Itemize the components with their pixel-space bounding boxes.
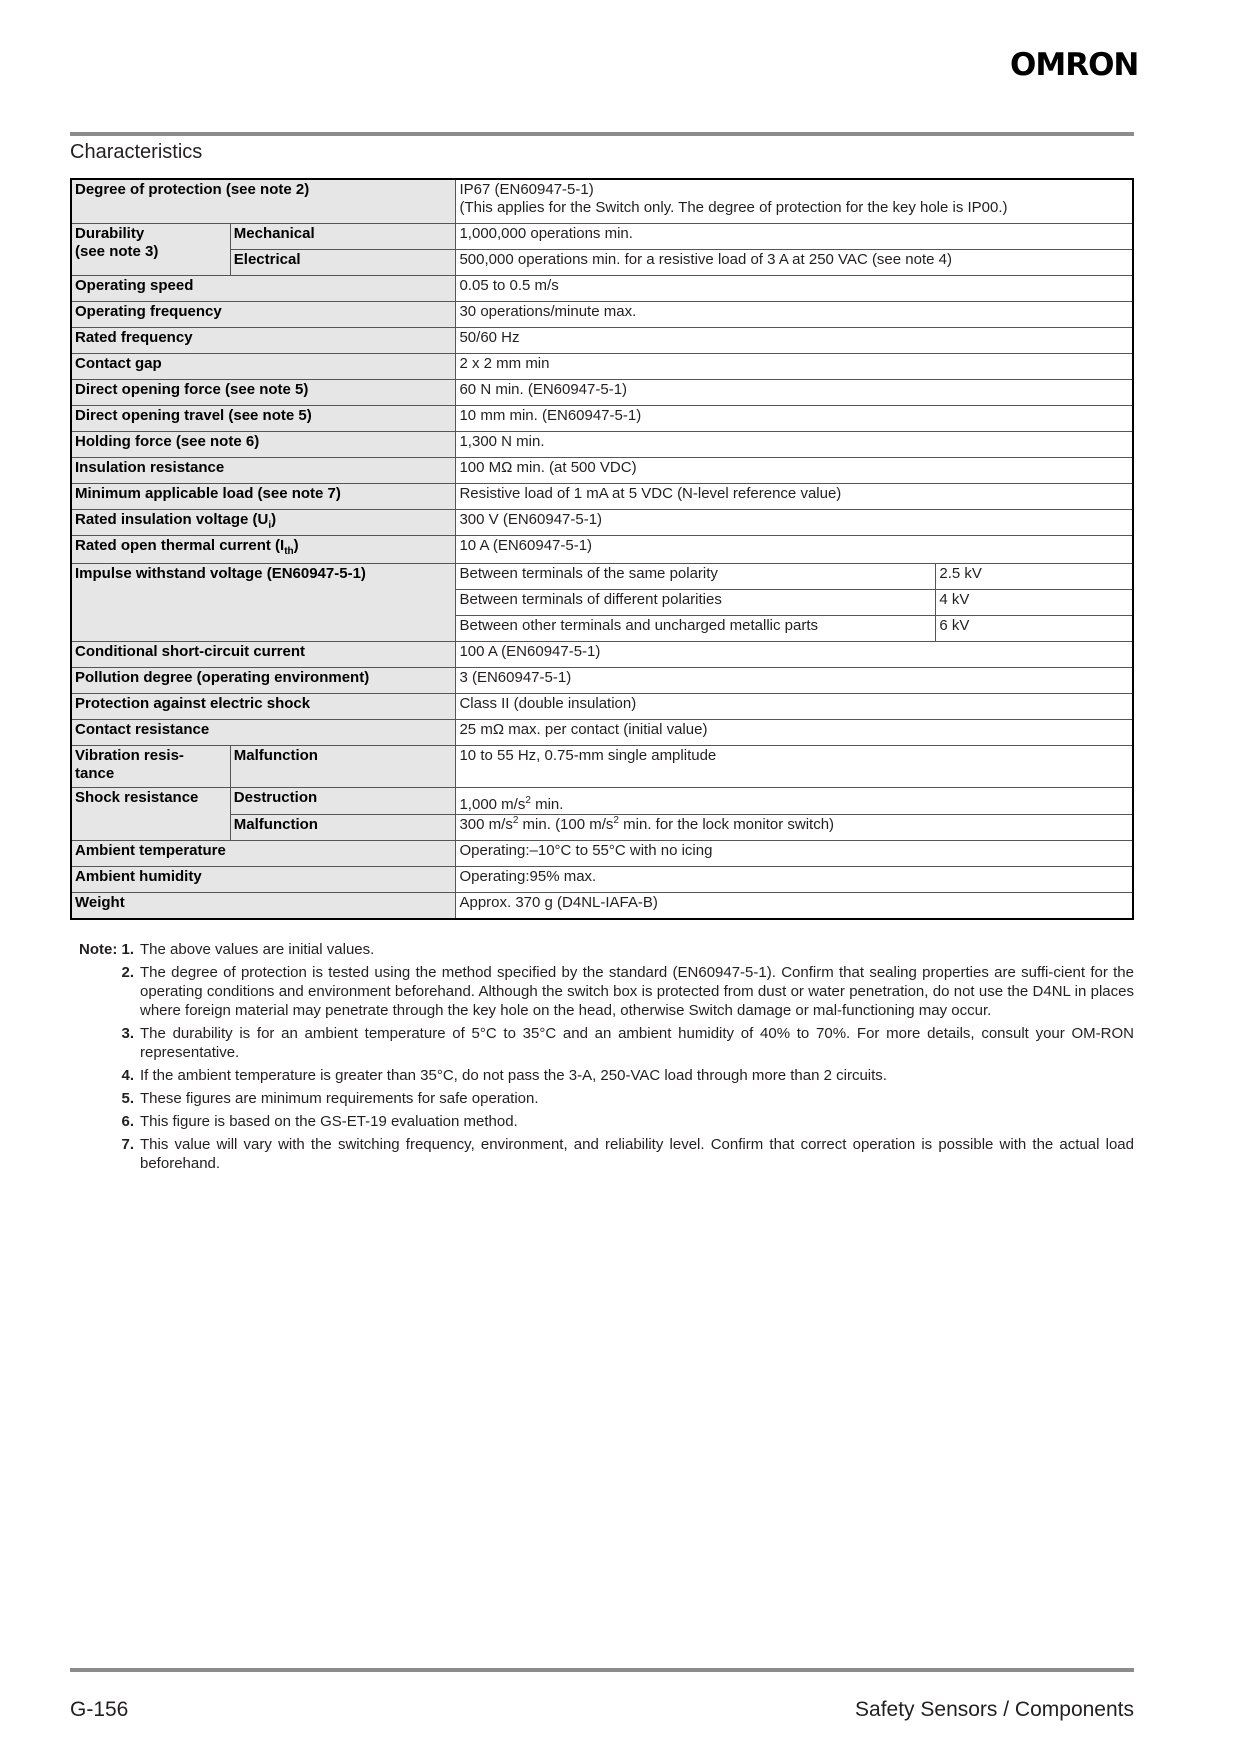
row-value: Operating:–10°C to 55°C with no icing [456,840,1133,866]
table-row [71,223,1133,249]
header-rule [70,132,1134,136]
note-text: This figure is based on the GS-ET-19 evaluation method. [140,1113,518,1130]
row-label [71,745,230,787]
note-text: These figures are minimum requirements for safe operation. [140,1090,539,1107]
row-label: Degree of protection (see note 2) [71,179,456,223]
impulse-condition: Between other terminals and uncharged metallic parts [456,615,936,641]
note-number: 6. [121,1113,134,1130]
notes-section [70,940,1134,1177]
row-value: 100 MΩ min. (at 500 VDC) [456,457,1133,483]
footer-rule [70,1668,1134,1672]
note-number: 3. [121,1025,134,1042]
row-value: 25 mΩ max. per contact (initial value) [456,719,1133,745]
note-item [70,1066,1134,1085]
label-text: ) [293,536,299,554]
table-row [71,179,1133,223]
value-line: (This applies for the Switch only. The degree of protection for the key hole is IP00.) [459,199,1008,216]
row-value: Resistive load of 1 mA at 5 VDC (N-level reference value) [456,483,1133,509]
value-text: min. [530,795,564,813]
row-label: Minimum applicable load (see note 7) [71,483,456,509]
row-value: 2 x 2 mm min [456,353,1133,379]
table-row [71,509,1133,535]
row-label: Weight [71,892,456,919]
row-value [456,814,1133,840]
table-row [71,814,1133,840]
row-value: 300 V (EN60947-5-1) [456,509,1133,535]
row-value: 1,300 N min. [456,431,1133,457]
note-text: The degree of protection is tested using the method specified by the standard (EN60947-5-1). Confirm that sealing properties are suffi-cient for the operating conditions and environment beforehand. Although the switch box is protected from dust or water penetration, do not use the D4NL in places where foreign material may penetrate through the key hole on the head, otherwise Switch damage or mal-functioning may occur. [140,964,1134,1019]
row-label: Contact resistance [71,719,456,745]
note-item [70,1112,1134,1131]
row-value: 3 (EN60947-5-1) [456,667,1133,693]
table-row [71,301,1133,327]
row-label: Impulse withstand voltage (EN60947-5-1) [71,563,456,641]
row-label [71,223,230,275]
row-label [71,535,456,563]
row-value: Approx. 370 g (D4NL-IAFA-B) [456,892,1133,919]
omron-logo: OMRON [1010,47,1139,83]
row-label: Direct opening travel (see note 5) [71,405,456,431]
footer-section-title: Safety Sensors / Components [855,1698,1134,1721]
row-label: Protection against electric shock [71,693,456,719]
sub-label: Electrical [230,249,456,275]
page-number: G-156 [70,1698,129,1721]
note-text: If the ambient temperature is greater than 35°C, do not pass the 3-A, 250-VAC load through more than 2 circuits. [140,1067,887,1084]
value-superscript: 2 [613,814,619,826]
label-subscript: th [284,545,294,557]
row-value: 50/60 Hz [456,327,1133,353]
impulse-value: 6 kV [936,615,1133,641]
label-line: (see note 3) [75,242,159,260]
sub-label: Destruction [230,787,456,814]
label-line: Vibration resis- [75,746,184,764]
table-row [71,535,1133,563]
table-row [71,641,1133,667]
table-row [71,892,1133,919]
row-value: 10 to 55 Hz, 0.75-mm single amplitude [456,745,1133,787]
table-row [71,249,1133,275]
label-text: Rated open thermal current (I [75,536,285,554]
value-text: 1,000 m/s [459,795,526,813]
note-number: 7. [121,1136,134,1153]
value-superscript: 2 [525,794,531,806]
row-label: Insulation resistance [71,457,456,483]
note-item [70,1024,1134,1062]
note-prefix: Note: [78,941,118,958]
sub-label: Malfunction [230,814,456,840]
table-row [71,667,1133,693]
row-value: Operating:95% max. [456,866,1133,892]
note-number: 4. [121,1067,134,1084]
row-label: Conditional short-circuit current [71,641,456,667]
label-line: Durability [75,224,145,242]
table-row [71,840,1133,866]
row-value: 500,000 operations min. for a resistive load of 3 A at 250 VAC (see note 4) [456,249,1133,275]
note-item [70,963,1134,1020]
row-value: 60 N min. (EN60947-5-1) [456,379,1133,405]
impulse-condition: Between terminals of the same polarity [456,563,936,589]
row-value: 1,000,000 operations min. [456,223,1133,249]
row-label: Shock resistance [71,787,230,840]
value-superscript: 2 [512,814,519,826]
row-value: 0.05 to 0.5 m/s [456,275,1133,301]
row-value [456,787,1133,814]
row-label: Holding force (see note 6) [71,431,456,457]
row-label: Ambient humidity [71,866,456,892]
label-text: Rated insulation voltage (U [75,510,269,528]
note-text: The durability is for an ambient temperature of 5°C to 35°C and an ambient humidity of 40% to 70%. For more details, consult your OM-RON representative. [140,1025,1134,1061]
row-label: Rated frequency [71,327,456,353]
impulse-condition: Between terminals of different polarities [456,589,936,615]
row-value: 10 mm min. (EN60947-5-1) [456,405,1133,431]
note-item [70,940,1134,959]
table-row [71,431,1133,457]
label-line: tance [75,764,115,782]
row-value [456,179,1133,223]
table-row [71,457,1133,483]
table-row [71,379,1133,405]
table-row [71,745,1133,787]
impulse-value: 2.5 kV [936,563,1133,589]
table-row [71,353,1133,379]
row-label: Operating speed [71,275,456,301]
note-text: The above values are initial values. [140,941,375,958]
row-label: Operating frequency [71,301,456,327]
note-number: 2. [121,964,134,981]
row-label: Direct opening force (see note 5) [71,379,456,405]
row-label: Ambient temperature [71,840,456,866]
value-text: 300 m/s [459,815,513,833]
table-row [71,563,1133,589]
table-row [71,327,1133,353]
label-subscript: i [268,519,272,531]
note-num: 1. [121,941,134,958]
row-value: 100 A (EN60947-5-1) [456,641,1133,667]
value-text: min. for the lock monitor switch) [618,815,835,833]
table-row [71,405,1133,431]
row-label: Contact gap [71,353,456,379]
row-value: 10 A (EN60947-5-1) [456,535,1133,563]
note-number [70,940,140,959]
row-label [71,509,456,535]
sub-label: Mechanical [230,223,456,249]
note-item [70,1135,1134,1173]
table-row [71,719,1133,745]
row-label: Pollution degree (operating environment) [71,667,456,693]
note-number: 5. [121,1090,134,1107]
value-text: min. (100 m/s [518,815,614,833]
table-row [71,866,1133,892]
table-row [71,275,1133,301]
section-title: Characteristics [70,141,203,163]
table-row [71,483,1133,509]
sub-label: Malfunction [230,745,456,787]
impulse-value: 4 kV [936,589,1133,615]
table-row [71,693,1133,719]
note-text: This value will vary with the switching frequency, environment, and reliability level. Confirm that correct operation is possible with the actual load beforehand. [140,1136,1134,1172]
row-value: 30 operations/minute max. [456,301,1133,327]
table-row [71,787,1133,814]
note-item [70,1089,1134,1108]
label-text: ) [271,510,277,528]
value-line: IP67 (EN60947-5-1) [459,181,594,198]
characteristics-table [70,178,1134,920]
row-value: Class II (double insulation) [456,693,1133,719]
